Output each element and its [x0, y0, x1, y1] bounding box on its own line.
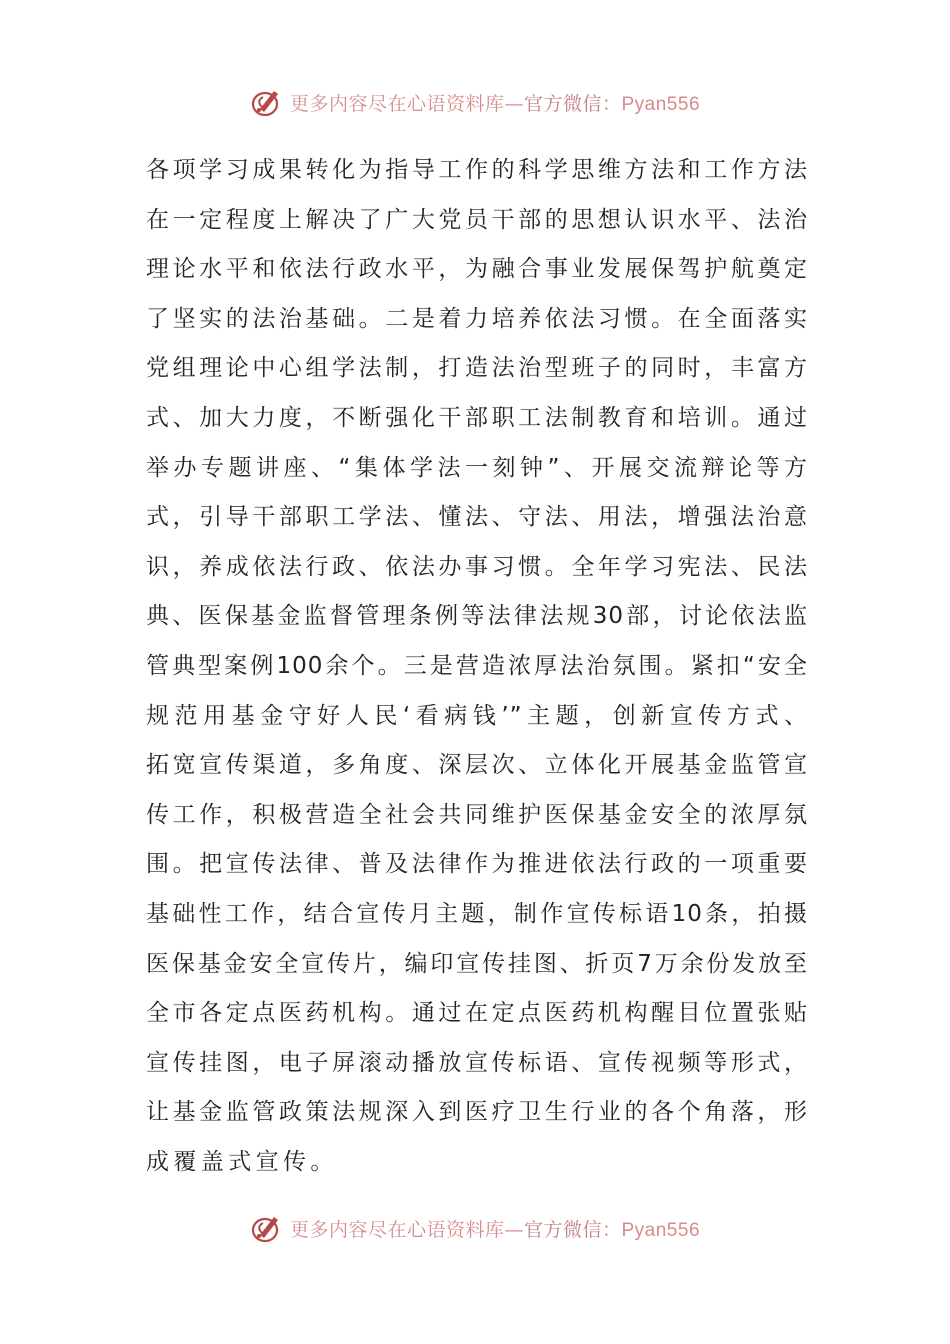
pen-nib-circle-logo-icon	[250, 1211, 284, 1245]
header-banner-text	[290, 89, 700, 116]
body-line: 举办专题讲座、“集体学法一刻钟”、开展交流辩论等方	[146, 454, 808, 481]
body-line: 党组理论中心组学法制，打造法治型班子的同时，丰富方	[146, 355, 808, 382]
header-banner-wechat-id: Pyan556	[621, 93, 701, 115]
body-line: 让基金监管政策法规深入到医疗卫生行业的各个角落，形	[146, 1099, 808, 1126]
footer-banner	[0, 1208, 950, 1248]
body-line: 识，养成依法行政、依法办事习惯。全年学习宪法、民法	[146, 553, 808, 580]
body-line: 规范用基金守好人民‘看病钱’”主题，创新宣传方式、	[146, 702, 808, 729]
body-line: 各项学习成果转化为指导工作的科学思维方法和工作方法	[146, 157, 808, 183]
body-line: 了坚实的法治基础。二是着力培养依法习惯。在全面落实	[146, 305, 808, 332]
body-line: 宣传挂图，电子屏滚动播放宣传标语、宣传视频等形式，	[146, 1049, 808, 1076]
body-line: 拓宽宣传渠道，多角度、深层次、立体化开展基金监管宣	[146, 752, 808, 779]
body-line: 典、医保基金监督管理条例等法律法规30部，讨论依法监	[146, 603, 808, 630]
body-line: 全市各定点医药机构。通过在定点医药机构醒目位置张贴	[146, 1000, 808, 1027]
body-line: 医保基金安全宣传片，编印宣传挂图、折页7万余份发放至	[146, 950, 808, 977]
body-line: 在一定程度上解决了广大党员干部的思想认识水平、法治	[146, 206, 808, 233]
body-line: 管典型案例100余个。三是营造浓厚法治氛围。紧扣“安全	[146, 652, 808, 679]
body-line: 式，引导干部职工学法、懂法、守法、用法，增强法治意	[146, 504, 808, 531]
pen-nib-circle-logo-icon	[250, 85, 284, 119]
body-line: 成覆盖式宣传。	[146, 1148, 338, 1175]
header-banner	[0, 82, 950, 122]
header-banner-wechat-label: 官方微信：	[523, 92, 622, 115]
footer-banner-wechat-label: 官方微信：	[523, 1218, 622, 1241]
body-text	[146, 146, 808, 1187]
footer-banner-lead: 更多内容尽在心语资料库	[289, 1218, 505, 1241]
body-line: 围。把宣传法律、普及法律作为推进依法行政的一项重要	[146, 851, 808, 878]
footer-banner-text	[290, 1215, 700, 1242]
body-line: 理论水平和依法行政水平，为融合事业发展保驾护航奠定	[146, 256, 808, 283]
header-banner-lead: 更多内容尽在心语资料库	[289, 92, 505, 115]
body-line: 基础性工作，结合宣传月主题，制作宣传标语10条，拍摄	[146, 900, 808, 927]
body-line: 式、加大力度，不断强化干部职工法制教育和培训。通过	[146, 404, 808, 431]
footer-banner-dash: —	[504, 1218, 524, 1241]
footer-banner-wechat-id: Pyan556	[621, 1219, 701, 1241]
header-banner-dash: —	[504, 92, 524, 115]
body-line: 传工作，积极营造全社会共同维护医保基金安全的浓厚氛	[146, 801, 808, 828]
